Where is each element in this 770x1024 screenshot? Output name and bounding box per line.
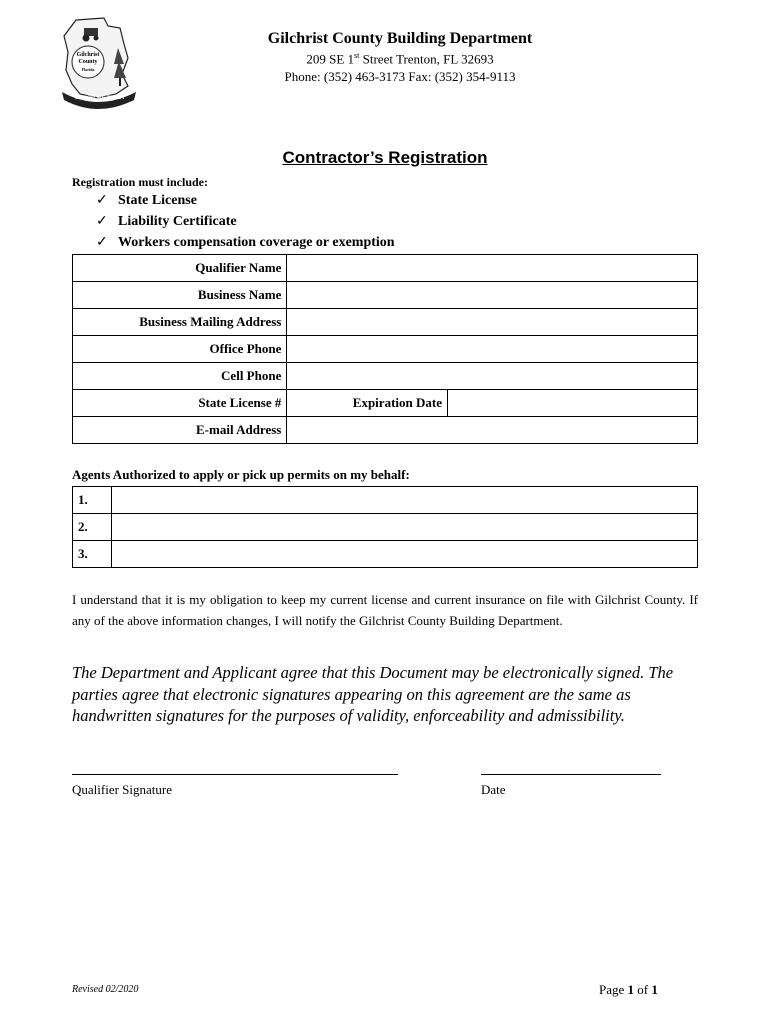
business-name-field[interactable] xyxy=(287,282,698,309)
seal-motto: IN GOD WE TRUST xyxy=(74,95,126,101)
business-name-label: Business Name xyxy=(73,282,287,309)
email-address-field[interactable] xyxy=(287,417,698,444)
form-title: Contractor’s Registration xyxy=(282,148,488,167)
email-address-label: E-mail Address xyxy=(73,417,287,444)
department-title: Gilchrist County Building Department xyxy=(267,30,533,47)
contractor-info-table xyxy=(72,254,698,444)
qualifier-signature-label: Qualifier Signature xyxy=(72,782,172,797)
seal-name-line1: Gilchrist xyxy=(76,52,100,58)
expiration-date-label: Expiration Date xyxy=(287,390,448,417)
agents-label: Agents Authorized to apply or pick up permits on my behalf: xyxy=(72,467,410,482)
business-mailing-address-label: Business Mailing Address xyxy=(73,309,287,336)
agent-row-number: 3. xyxy=(73,541,112,568)
obligation-statement: I understand that it is my obligation to keep my current license and current insurance on file with Gilchrist County. If any of the above information changes, I will notify the Gilchrist County Building Department. xyxy=(72,592,698,628)
table-row xyxy=(73,514,698,541)
requirement-item: ✓ Workers compensation coverage or exemption xyxy=(96,235,395,250)
checkmark-icon: ✓ xyxy=(96,193,108,208)
license-expiration-field[interactable] xyxy=(447,390,697,417)
seal-name-line3: Florida xyxy=(81,67,95,72)
requirement-item: ✓ Liability Certificate xyxy=(96,214,237,229)
state-license-label: State License # xyxy=(73,390,287,417)
seal-name-line2: County xyxy=(78,59,98,65)
office-phone-field[interactable] xyxy=(287,336,698,363)
qualifier-signature-line[interactable] xyxy=(72,774,398,775)
agent-row-number: 1. xyxy=(73,487,112,514)
requirements-label: Registration must include: xyxy=(72,175,208,189)
department-address: 209 SE 1st Street Trenton, FL 32693 xyxy=(306,51,494,67)
revision-date: Revised 02/2020 xyxy=(72,984,139,995)
department-phone: Phone: (352) 463-3173 Fax: (352) 354-9113 xyxy=(284,69,516,84)
qualifier-name-field[interactable] xyxy=(287,255,698,282)
cell-phone-label: Cell Phone xyxy=(73,363,287,390)
page-number: Page 1 of 1 xyxy=(599,982,658,997)
esignature-agreement: The Department and Applicant agree that this Document may be electronically signed. The parties agree that electronic signatures appearing on this agreement are the same as handwritten signatures for the purposes of validity, enforceability and admissibility. xyxy=(72,663,674,725)
requirement-item: ✓ State License xyxy=(96,193,197,208)
checkmark-icon: ✓ xyxy=(96,235,108,250)
agent-name-field[interactable] xyxy=(112,514,698,541)
business-mailing-address-field[interactable] xyxy=(287,309,698,336)
checkmark-icon: ✓ xyxy=(96,214,108,229)
agent-row-number: 2. xyxy=(73,514,112,541)
date-label: Date xyxy=(481,782,506,797)
office-phone-label: Office Phone xyxy=(73,336,287,363)
table-row xyxy=(73,487,698,514)
qualifier-name-label: Qualifier Name xyxy=(73,255,287,282)
agents-table xyxy=(72,486,698,568)
cell-phone-field[interactable] xyxy=(287,363,698,390)
table-row xyxy=(73,541,698,568)
agent-name-field[interactable] xyxy=(112,541,698,568)
date-signature-line[interactable] xyxy=(481,774,661,775)
agent-name-field[interactable] xyxy=(112,487,698,514)
